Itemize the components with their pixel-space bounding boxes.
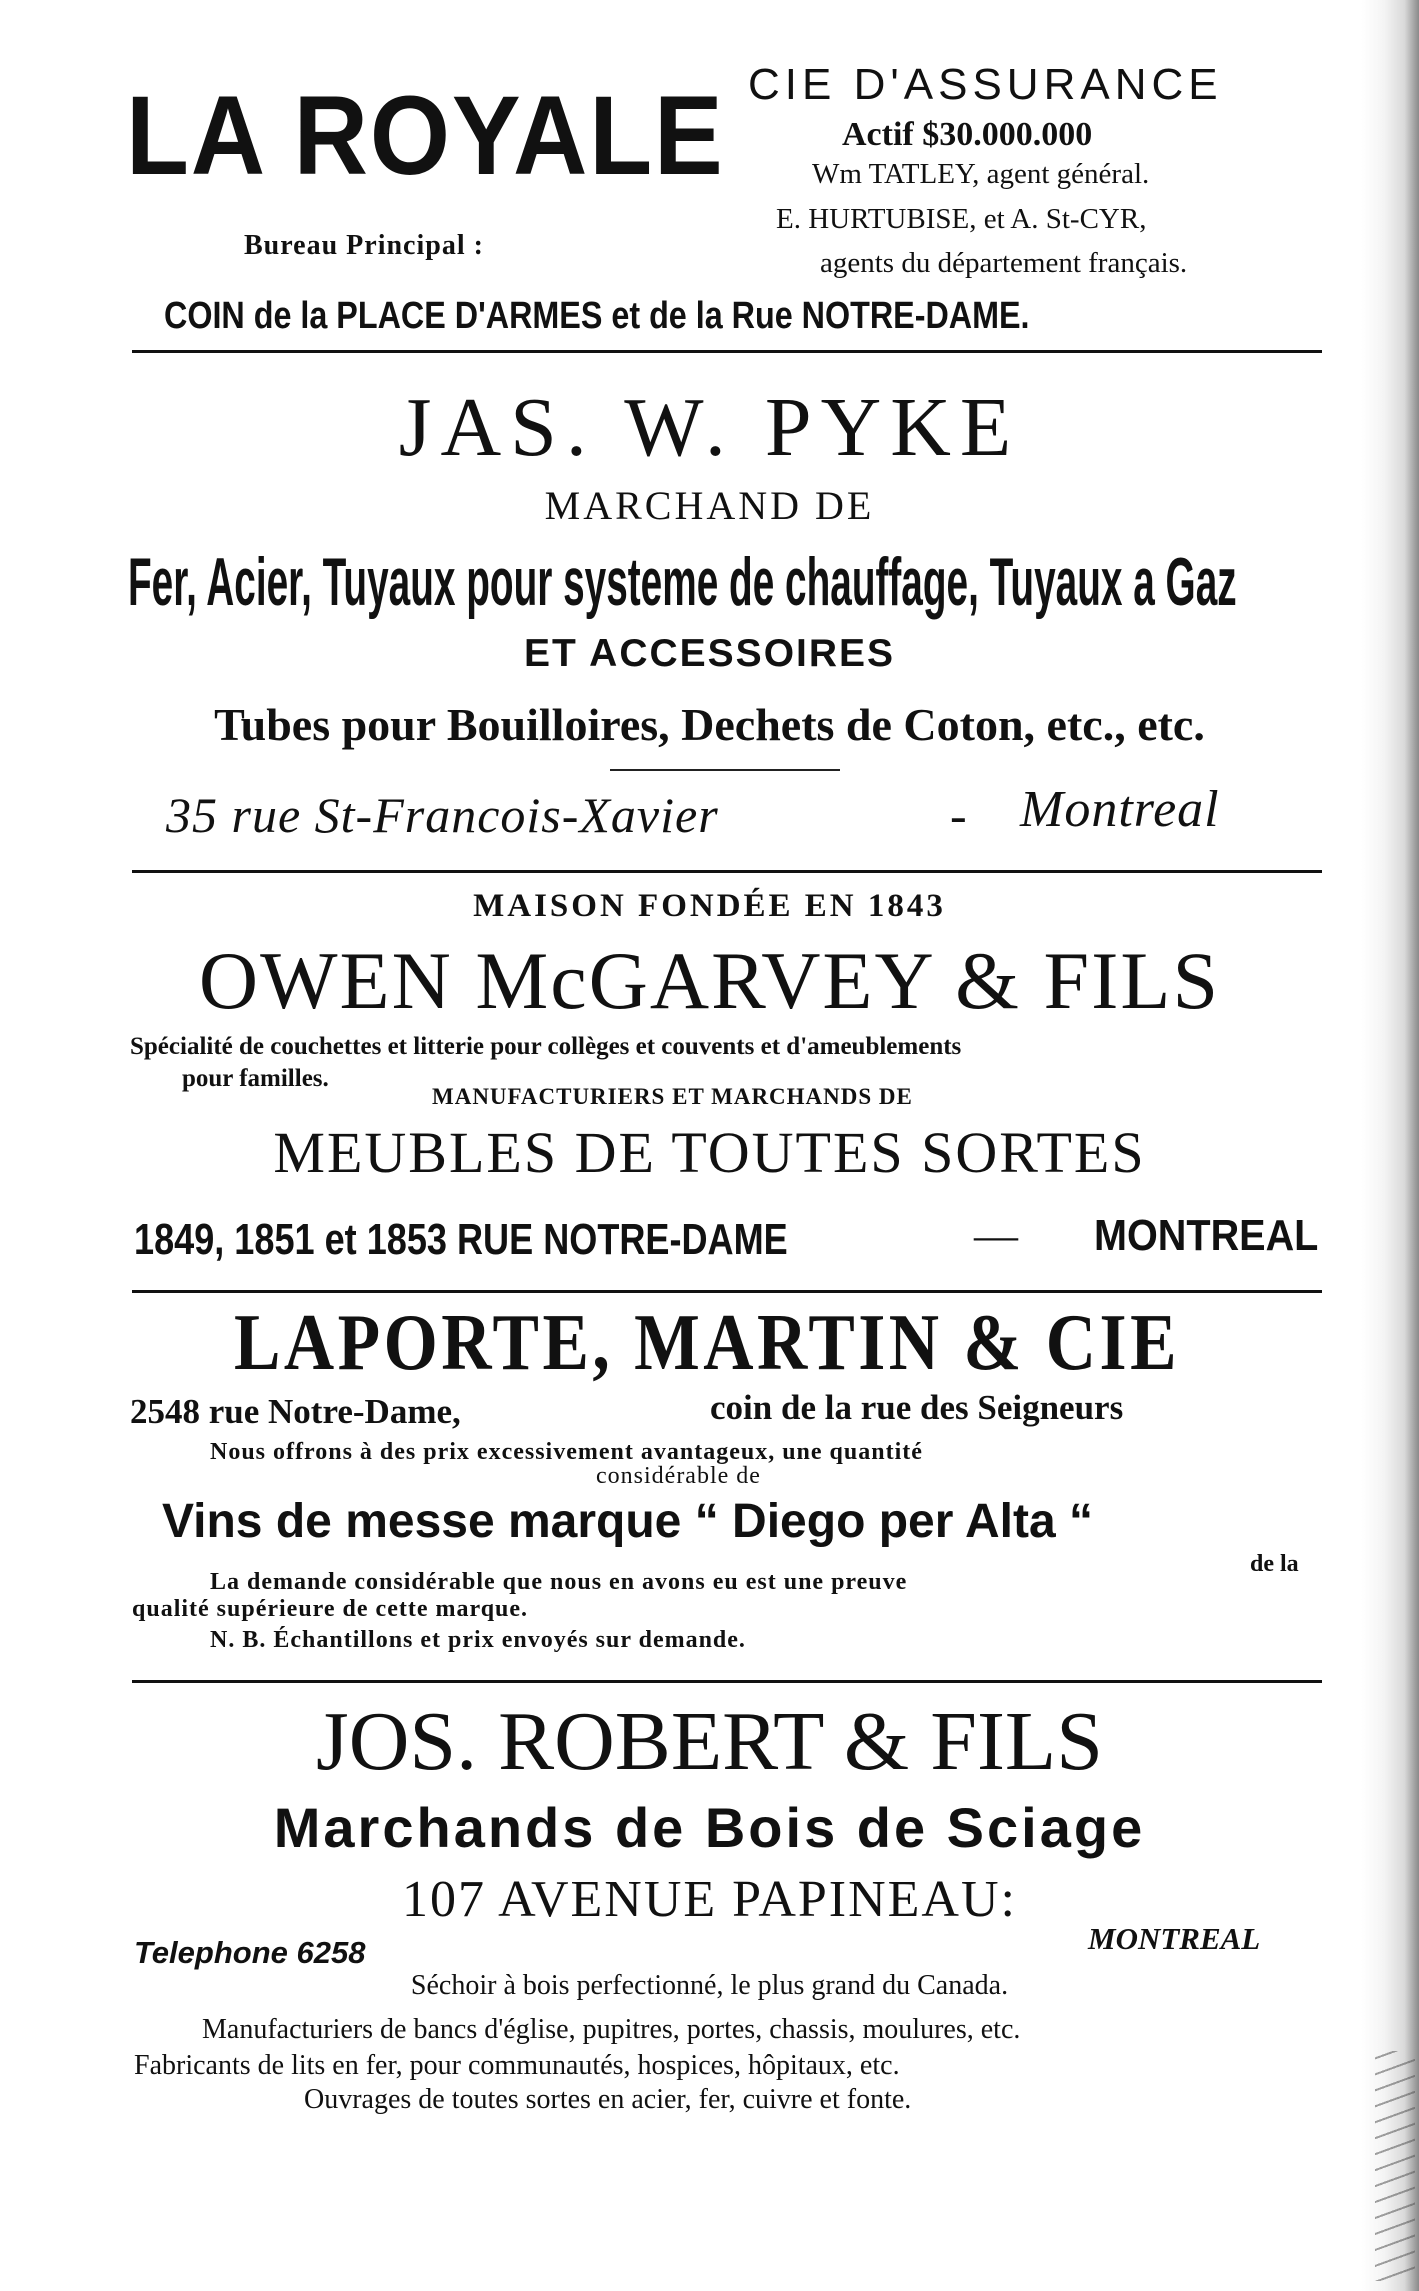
divider-2 <box>132 870 1322 873</box>
divider-1 <box>132 350 1322 353</box>
pyke-tubes: Tubes pour Bouilloires, Dechets de Coton, etc., etc. <box>214 699 1205 750</box>
la-royale-address: COIN de la PLACE D'ARMES et de la Rue NOTRE-DAME. <box>164 295 1030 337</box>
la-royale-assets: Actif $30.000.000 <box>842 116 1093 153</box>
mcgarvey-makers: MANUFACTURIERS ET MARCHANDS DE <box>432 1084 913 1109</box>
la-royale-agents-dept: agents du département français. <box>820 247 1188 279</box>
laporte-name: LAPORTE, MARTIN & CIE <box>234 1299 1180 1387</box>
mcgarvey-specialty-2: pour familles. <box>182 1065 329 1092</box>
mcgarvey-address: 1849, 1851 et 1853 RUE NOTRE-DAME <box>134 1215 788 1264</box>
divider-3 <box>132 1290 1322 1293</box>
la-royale-agent-general: Wm TATLEY, agent général. <box>812 158 1150 190</box>
laporte-offer-2: considérable de <box>596 1463 761 1489</box>
laporte-address-right: coin de la rue des Seigneurs <box>710 1388 1124 1427</box>
robert-telephone: Telephone 6258 <box>134 1935 366 1970</box>
laporte-demand-1b: de la <box>1250 1551 1299 1577</box>
pyke-goods: Fer, Acier, Tuyaux pour systeme de chauffage, Tuyaux a Gaz <box>128 544 1237 620</box>
mcgarvey-founded: MAISON FONDÉE EN 1843 <box>473 888 946 924</box>
pyke-accessories: ET ACCESSOIRES <box>523 632 896 675</box>
laporte-offer-1: Nous offrons à des prix excessivement avantageux, une quantité <box>210 1439 923 1465</box>
laporte-address-left: 2548 rue Notre-Dame, <box>130 1392 461 1431</box>
edge-specks <box>1375 2051 1415 2281</box>
mcgarvey-dash: — <box>974 1211 1018 1260</box>
robert-line-3: Fabricants de lits en fer, pour communautés, hospices, hôpitaux, etc. <box>134 2050 900 2081</box>
pyke-trade: MARCHAND DE <box>544 483 875 528</box>
pyke-street: 35 rue St-Francois-Xavier <box>166 787 719 843</box>
laporte-wine: Vins de messe marque “ Diego per Alta “ <box>162 1495 1093 1548</box>
robert-name: JOS. ROBERT & FILS <box>316 1695 1103 1788</box>
robert-trade: Marchands de Bois de Sciage <box>273 1796 1146 1859</box>
laporte-demand-1: La demande considérable que nous en avons eu est une preuve <box>210 1569 908 1595</box>
robert-address: 107 AVENUE PAPINEAU: <box>402 1871 1017 1928</box>
pyke-short-rule <box>610 769 840 771</box>
robert-city: MONTREAL <box>1088 1921 1261 1956</box>
divider-4 <box>132 1680 1322 1683</box>
pyke-dash: - <box>950 787 967 843</box>
robert-line-1: Séchoir à bois perfectionné, le plus grand du Canada. <box>410 1970 1009 2001</box>
robert-line-4: Ouvrages de toutes sortes en acier, fer, cuivre et fonte. <box>304 2084 912 2115</box>
la-royale-title: LA ROYALE <box>126 73 725 198</box>
robert-line-2: Manufacturiers de bancs d'église, pupitres, portes, chassis, moulures, etc. <box>202 2014 1021 2045</box>
pyke-name: JAS. W. PYKE <box>398 381 1021 474</box>
mcgarvey-city: MONTREAL <box>1094 1211 1319 1260</box>
laporte-demand-2: qualité supérieure de cette marque. <box>132 1596 529 1622</box>
pyke-city: Montreal <box>1020 781 1220 838</box>
la-royale-agents: E. HURTUBISE, et A. St-CYR, <box>776 203 1147 235</box>
laporte-nb: N. B. Échantillons et prix envoyés sur demande. <box>210 1627 746 1653</box>
la-royale-company: CIE D'ASSURANCE <box>748 60 1223 109</box>
mcgarvey-name: OWEN McGARVEY & FILS <box>198 935 1221 1026</box>
la-royale-bureau: Bureau Principal : <box>244 230 484 261</box>
mcgarvey-specialty-1: Spécialité de couchettes et litterie pour collèges et couvents et d'ameublements <box>130 1033 962 1060</box>
mcgarvey-furniture: MEUBLES DE TOUTES SORTES <box>273 1120 1146 1185</box>
